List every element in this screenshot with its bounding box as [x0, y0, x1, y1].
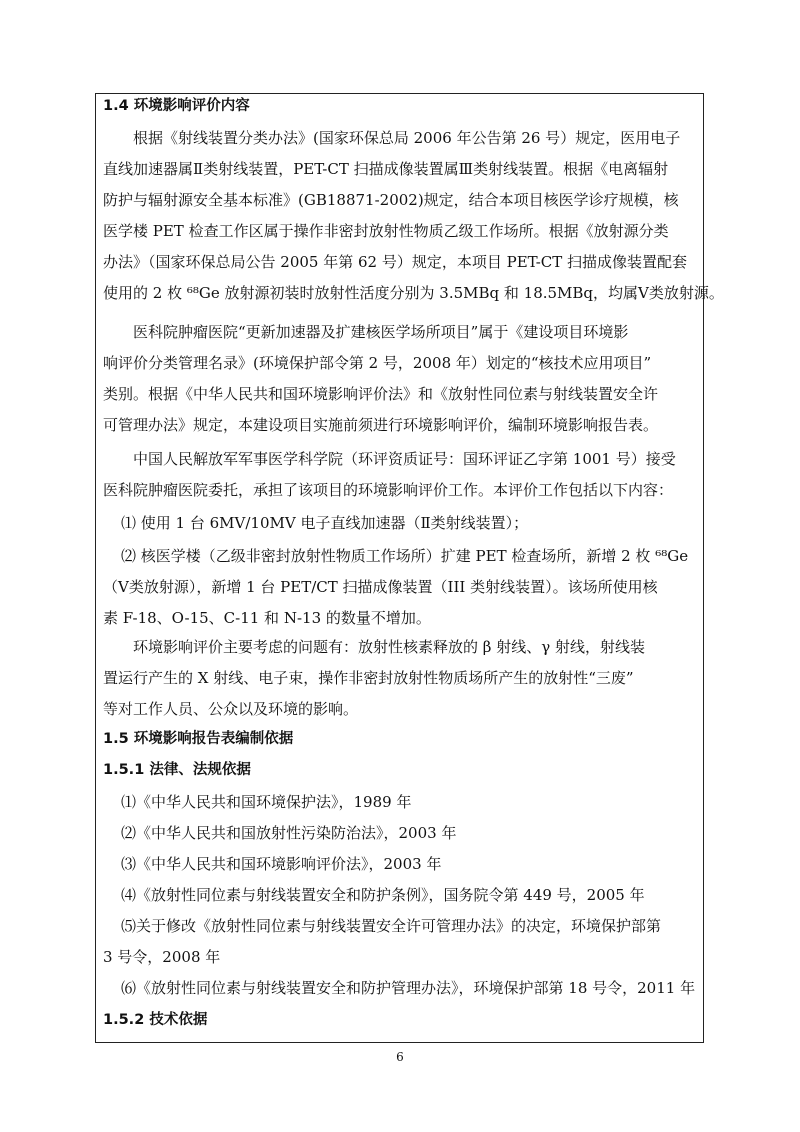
list-item-line: （Ⅴ类放射源），新增 1 台 PET/CT 扫描成像装置（III 类射线装置）。该场所使用核: [103, 578, 658, 596]
law-item: ⑷《放射性同位素与射线装置安全和防护条例》，国务院令第 449 号，2005 年: [121, 886, 645, 904]
para1-line: 根据《射线装置分类办法》(国家环保总局 2006 年公告第 26 号）规定，医用电子: [133, 129, 681, 147]
section-heading-1-4: 1.4 环境影响评价内容: [103, 98, 250, 114]
law-item: ⑹《放射性同位素与射线装置安全和防护管理办法》，环境保护部第 18 号令，2011 年: [121, 979, 696, 997]
page-number: 6: [396, 1050, 404, 1064]
para2-line: 类别。根据《中华人民共和国环境影响评价法》和《放射性同位素与射线装置安全许: [103, 385, 659, 403]
para1-line: 防护与辐射源安全基本标准》(GB18871-2002)规定，结合本项目核医学诊疗规模，核: [103, 191, 679, 209]
para3-line: 医科院肿瘤医院委托，承担了该项目的环境影响评价工作。本评价工作包括以下内容：: [103, 481, 674, 499]
law-item: ⑴《中华人民共和国环境保护法》，1989 年: [121, 793, 412, 811]
law-item: ⑶《中华人民共和国环境影响评价法》，2003 年: [121, 855, 442, 873]
list-item: ⑴ 使用 1 台 6MV/10MV 电子直线加速器（Ⅱ类射线装置）；: [121, 514, 529, 532]
para1-line: 办法》（国家环保总局公告 2005 年第 62 号）规定，本项目 PET-CT 扫描成像装置配套: [103, 253, 688, 271]
list-item: ⑵ 核医学楼（乙级非密封放射性物质工作场所）扩建 PET 检查场所，新增 2 枚 ⁶⁸Ge: [121, 547, 689, 565]
subsection-heading-1-5-2: 1.5.2 技术依据: [103, 1012, 208, 1028]
para1-line: 使用的 2 枚 ⁶⁸Ge 放射源初装时放射性活度分别为 3.5MBq 和 18.5MBq，均属Ⅴ类放射源。: [103, 284, 724, 302]
law-item: ⑵《中华人民共和国放射性污染防治法》，2003 年: [121, 824, 457, 842]
para4-line: 置运行产生的 X 射线、电子束，操作非密封放射性物质场所产生的放射性“三废”: [103, 669, 634, 687]
para4-line: 环境影响评价主要考虑的问题有：放射性核素释放的 β 射线、γ 射线，射线装: [133, 638, 645, 656]
para1-line: 医学楼 PET 检查工作区属于操作非密封放射性物质乙级工作场所。根据《放射源分类: [103, 222, 669, 240]
para2-line: 响评价分类管理名录》(环境保护部令第 2 号，2008 年）划定的“核技术应用项目”: [103, 354, 652, 372]
para1-line: 直线加速器属Ⅱ类射线装置，PET-CT 扫描成像装置属Ⅲ类射线装置。根据《电离辐射: [103, 160, 669, 178]
subsection-heading-1-5-1: 1.5.1 法律、法规依据: [103, 762, 251, 778]
para4-line: 等对工作人员、公众以及环境的影响。: [103, 700, 359, 718]
para2-line: 可管理办法》规定，本建设项目实施前须进行环境影响评价，编制环境影响报告表。: [103, 416, 659, 434]
law-item: ⑸关于修改《放射性同位素与射线装置安全许可管理办法》的决定，环境保护部第: [121, 917, 662, 935]
section-heading-1-5: 1.5 环境影响报告表编制依据: [103, 731, 294, 747]
para2-line: 医科院肿瘤医院“更新加速器及扩建核医学场所项目”属于《建设项目环境影: [133, 323, 629, 341]
law-item-line: 3 号令，2008 年: [103, 948, 221, 966]
para3-line: 中国人民解放军军事医学科学院（环评资质证号：国环评证乙字第 1001 号）接受: [133, 450, 676, 468]
list-item-line: 素 F-18、O-15、C-11 和 N-13 的数量不增加。: [103, 609, 431, 627]
